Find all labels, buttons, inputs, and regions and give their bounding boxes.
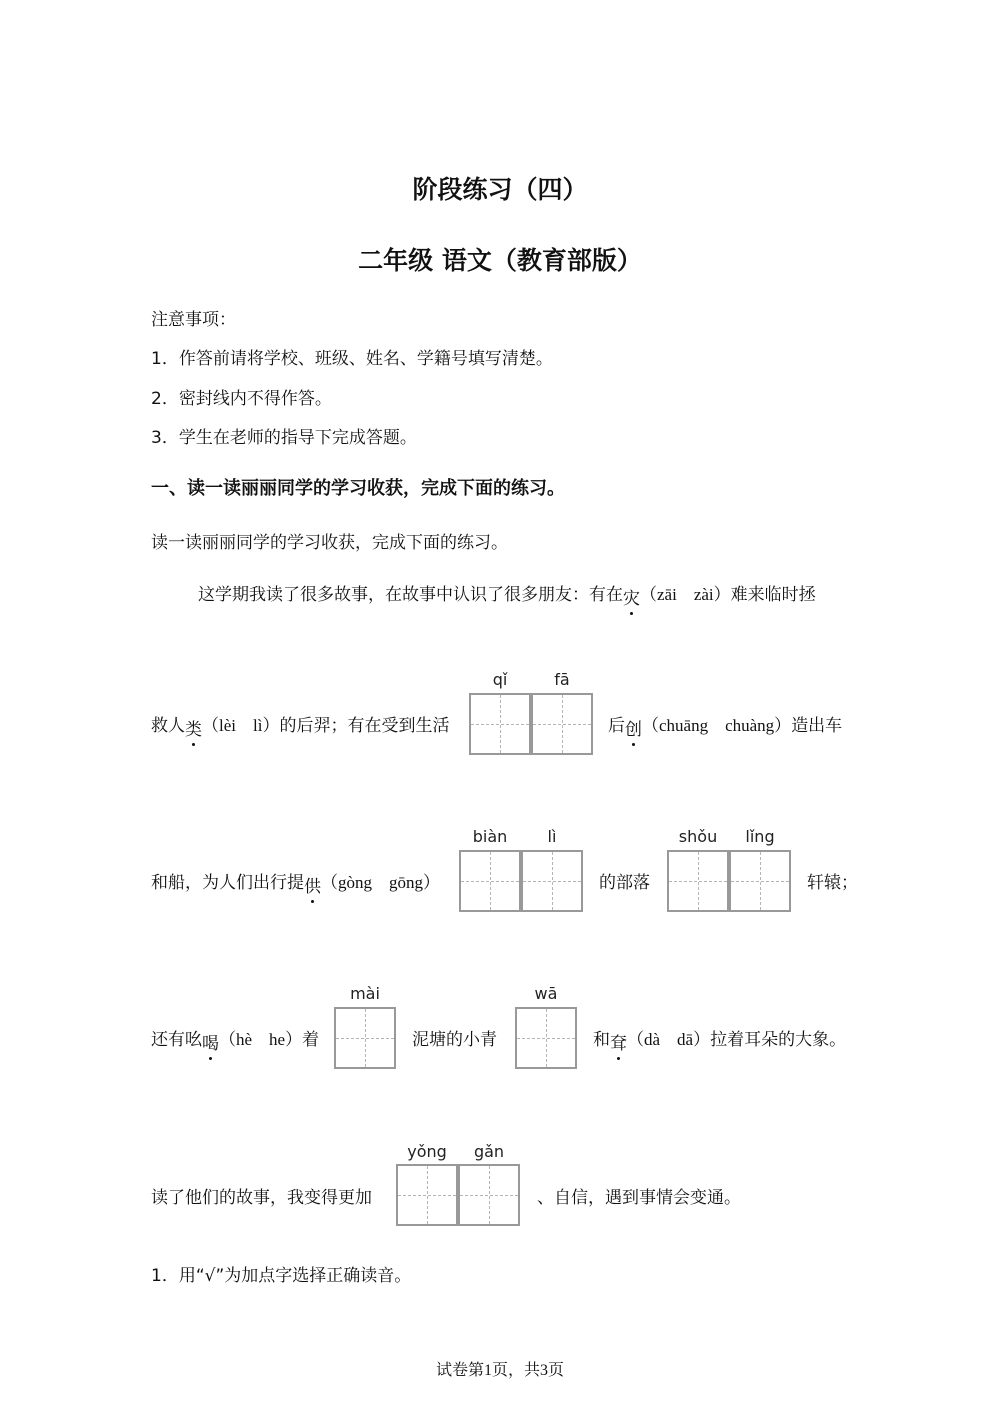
pinyin-choice[interactable]: （lèi lì）	[202, 716, 280, 735]
box-pinyin: wā	[534, 984, 558, 1003]
notice-heading: 注意事项：	[151, 310, 236, 330]
box-pinyin: mài	[350, 984, 380, 1003]
writing-box[interactable]	[459, 850, 521, 912]
dotted-char: 耷	[610, 1029, 627, 1054]
writing-box[interactable]	[515, 1007, 577, 1069]
writing-box[interactable]	[729, 850, 791, 912]
pinyin-choice[interactable]: （hè he）	[219, 1030, 303, 1049]
pinyin-choice[interactable]: （zāi zài）	[640, 585, 731, 604]
dotted-char: 创	[625, 715, 642, 740]
passage-text: 读了他们的故事，我变得更加	[151, 1188, 372, 1208]
page-subtitle: 二年级 语文（教育部版）	[358, 246, 642, 275]
passage-text: 和船，为人们出行提	[151, 873, 304, 893]
notice-item: 3．学生在老师的指导下完成答题。	[151, 428, 417, 448]
passage-line-4-b	[593, 1025, 847, 1054]
notice-item: 2．密封线内不得作答。	[151, 389, 332, 409]
writing-box[interactable]	[531, 693, 593, 755]
writing-box[interactable]	[334, 1007, 396, 1069]
passage-text: 轩辕；	[807, 873, 858, 893]
section-heading: 一、读一读丽丽同学的学习收获，完成下面的练习。	[151, 478, 565, 499]
pinyin-choice[interactable]: （gòng gōng）	[321, 873, 440, 892]
box-pinyin: lì	[547, 827, 557, 846]
box-pinyin: biàn	[472, 827, 508, 846]
question-1: 1．用“√”为加点字选择正确读音。	[151, 1266, 412, 1286]
dotted-char: 供	[304, 872, 321, 897]
pinyin-choice[interactable]: （chuāng chuàng）	[642, 716, 792, 735]
box-pinyin: gǎn	[473, 1142, 505, 1161]
passage-text: 泥塘的小青	[412, 1030, 497, 1050]
section-intro: 读一读丽丽同学的学习收获，完成下面的练习。	[151, 533, 508, 553]
passage-text: 后	[608, 716, 625, 736]
passage-line-1	[198, 580, 816, 609]
passage-text: 、自信，遇到事情会变通。	[537, 1188, 741, 1208]
passage-line-2-b	[608, 711, 843, 740]
box-pinyin: lǐng	[745, 827, 775, 846]
passage-text: 还有吆	[151, 1030, 202, 1050]
box-pinyin: qǐ	[492, 670, 508, 689]
dotted-char: 类	[185, 715, 202, 740]
box-pinyin: fā	[554, 670, 570, 689]
passage-text: 难来临时拯	[730, 585, 816, 605]
passage-text: 和	[593, 1030, 610, 1050]
passage-text: 拉着耳朵的大象。	[710, 1030, 847, 1050]
passage-text: 的后羿；有在受到生活	[279, 716, 450, 736]
passage-line-4-a	[151, 1025, 320, 1054]
writing-box[interactable]	[469, 693, 531, 755]
passage-text: 着	[302, 1030, 320, 1050]
passage-text: 救人	[151, 716, 185, 736]
dotted-char: 喝	[202, 1029, 219, 1054]
dotted-char: 灾	[623, 584, 640, 609]
box-pinyin: shǒu	[678, 827, 718, 846]
passage-line-2-a	[151, 711, 450, 740]
page-footer: 试卷第1页，共3页	[435, 1362, 564, 1379]
notice-item: 1．作答前请将学校、班级、姓名、学籍号填写清楚。	[151, 349, 553, 369]
box-pinyin: yǒng	[407, 1142, 447, 1161]
passage-text: 这学期我读了很多故事，在故事中认识了很多朋友：有在	[198, 585, 623, 605]
passage-line-3-a	[151, 868, 440, 897]
passage-text: 造出车	[791, 716, 843, 736]
writing-box[interactable]	[458, 1164, 520, 1226]
writing-box[interactable]	[521, 850, 583, 912]
passage-text: 的部落	[599, 873, 650, 893]
pinyin-choice[interactable]: （dà dā）	[627, 1030, 711, 1049]
writing-box[interactable]	[667, 850, 729, 912]
writing-box[interactable]	[396, 1164, 458, 1226]
page-title: 阶段练习（四）	[412, 175, 588, 204]
